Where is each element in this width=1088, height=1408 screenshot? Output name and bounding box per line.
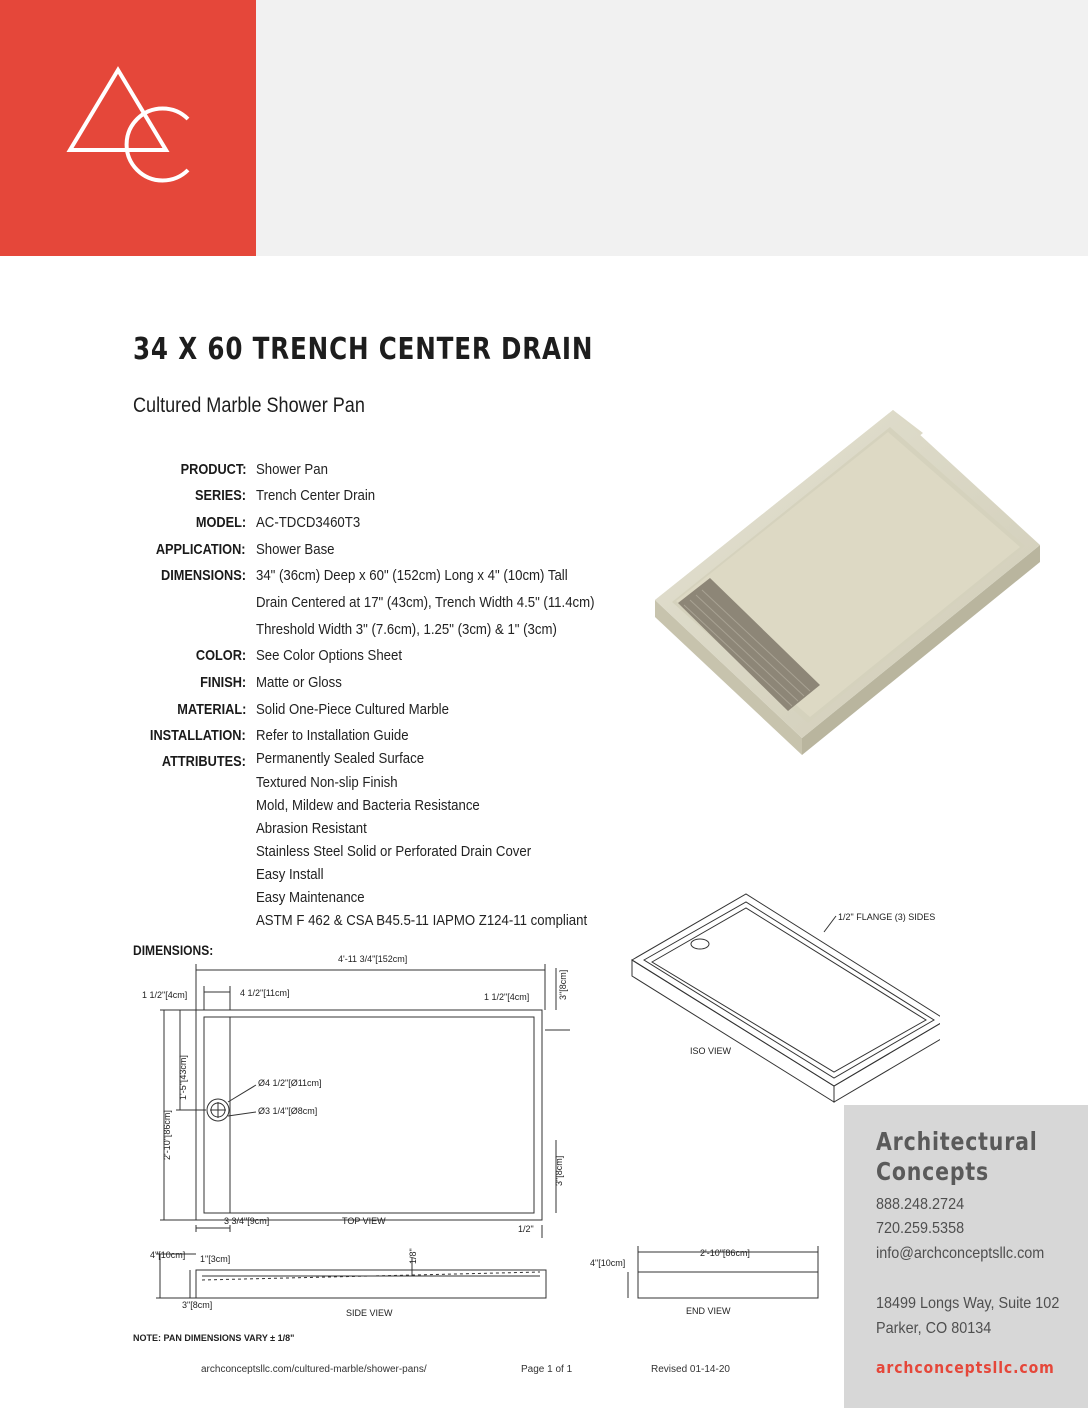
spec-label-model: MODEL:	[195, 514, 246, 531]
page-subtitle: Cultured Marble Shower Pan	[133, 394, 365, 417]
ac-logo-icon	[0, 0, 256, 256]
drain-inner-dim-label: Ø3 1/4"[Ø8cm]	[258, 1106, 318, 1116]
length-dim-label: 4'-11 3/4"[152cm]	[338, 954, 408, 964]
end-height-dim-label: 4"[10cm]	[590, 1258, 626, 1268]
spec-value-model: AC-TDCD3460T3	[256, 514, 361, 531]
attribute-item: ASTM F 462 & CSA B45.5-11 IAPMO Z124-11 compliant	[256, 912, 588, 929]
spec-value-color: See Color Options Sheet	[256, 647, 403, 664]
spec-value-application: Shower Base	[256, 541, 335, 558]
side-bottom-dim-label: 3"[8cm]	[182, 1300, 213, 1310]
attribute-item: Abrasion Resistant	[256, 820, 367, 837]
top-view-label: TOP VIEW	[342, 1216, 386, 1226]
footer-url[interactable]: archconceptsllc.com/cultured-marble/shower-pans/	[201, 1364, 427, 1375]
spec-value-installation: Refer to Installation Guide	[256, 727, 409, 744]
dimensions-heading: DIMENSIONS:	[133, 942, 214, 958]
end-view-label: END VIEW	[686, 1306, 731, 1316]
company-name-line: Concepts	[876, 1157, 990, 1186]
spec-label-dimensions: DIMENSIONS:	[160, 567, 246, 584]
attribute-item: Stainless Steel Solid or Perforated Drain Cover	[256, 843, 532, 860]
company-name-line: Architectural	[876, 1127, 1038, 1156]
end-view-outline	[638, 1272, 818, 1298]
side-slope-dim-label: 1/8"	[408, 1248, 418, 1264]
right-threshold-dim-label: 3"[8cm]	[554, 1155, 564, 1186]
top-threshold-dim-label: 3"[8cm]	[558, 969, 568, 1000]
product-photo	[640, 395, 1070, 760]
flange-label: 1/2" FLANGE (3) SIDES	[838, 912, 936, 922]
logo-block	[0, 0, 256, 256]
phone-primary[interactable]: 888.248.2724	[876, 1196, 965, 1213]
spec-label-product: PRODUCT:	[180, 461, 246, 478]
spec-label-finish: FINISH:	[199, 674, 246, 691]
side-view-label: SIDE VIEW	[346, 1308, 393, 1318]
attribute-item: Textured Non-slip Finish	[256, 774, 398, 791]
spec-value-finish: Matte or Gloss	[256, 674, 342, 691]
spec-label-series: SERIES:	[194, 487, 246, 504]
side-view-outline	[196, 1270, 546, 1298]
attribute-item: Easy Install	[256, 866, 324, 883]
flange-left-dim-label: 1 1/2"[4cm]	[142, 990, 188, 1000]
footer-page: Page 1 of 1	[521, 1364, 573, 1375]
spec-value-dimensions-line: Threshold Width 3" (7.6cm), 1.25" (3cm) & 1" (3cm)	[256, 621, 557, 638]
spec-label-color: COLOR:	[195, 647, 246, 664]
header-band	[256, 0, 1088, 256]
spec-value-product: Shower Pan	[256, 461, 328, 478]
company-name	[876, 1127, 1038, 1187]
side-height-dim-label: 4"[10cm]	[150, 1250, 186, 1260]
attribute-item: Permanently Sealed Surface	[256, 750, 425, 767]
spec-value-dimensions-line: Drain Centered at 17" (43cm), Trench Width 4.5" (11.4cm)	[256, 594, 595, 611]
attribute-item: Easy Maintenance	[256, 889, 365, 906]
email-link[interactable]: info@archconceptsllc.com	[876, 1245, 1045, 1262]
spec-label-material: MATERIAL:	[176, 701, 246, 718]
address-line: 18499 Longs Way, Suite 102	[876, 1295, 1060, 1312]
drain-center-dim-label: 1'-5"[43cm]	[178, 1055, 188, 1100]
iso-view-label: ISO VIEW	[690, 1046, 732, 1056]
address-line: Parker, CO 80134	[876, 1320, 992, 1337]
technical-drawing	[120, 880, 940, 1360]
dimension-note: NOTE: PAN DIMENSIONS VARY ± 1/8"	[133, 1333, 295, 1343]
bottom-right-dim-label: 1/2"	[518, 1224, 534, 1234]
side-top-dim-label: 1"[3cm]	[200, 1254, 231, 1264]
bottom-left-dim-label: 3 3/4"[9cm]	[224, 1216, 270, 1226]
spec-label-application: APPLICATION:	[156, 541, 246, 558]
contact-panel	[844, 1105, 1088, 1408]
attribute-item: Mold, Mildew and Bacteria Resistance	[256, 797, 480, 814]
drain-outer-dim-label: Ø4 1/2"[Ø11cm]	[258, 1078, 322, 1088]
top-view-outline	[196, 1010, 542, 1220]
footer-revised: Revised 01-14-20	[651, 1364, 730, 1375]
end-width-dim-label: 2'-10"[86cm]	[700, 1248, 750, 1258]
spec-label-installation: INSTALLATION:	[150, 727, 246, 744]
spec-label-attributes: ATTRIBUTES:	[161, 753, 246, 770]
spec-value-material: Solid One-Piece Cultured Marble	[256, 701, 449, 718]
website-link[interactable]: archconceptsllc.com	[876, 1358, 1055, 1377]
spec-value-dimensions-line: 34" (36cm) Deep x 60" (152cm) Long x 4" (10cm) Tall	[256, 567, 568, 584]
flange-right-dim-label: 1 1/2"[4cm]	[484, 992, 530, 1002]
iso-view-outline	[632, 894, 940, 1086]
page-title: 34 X 60 TRENCH CENTER DRAIN	[133, 332, 594, 367]
trench-dim-label: 4 1/2"[11cm]	[240, 988, 290, 998]
spec-value-series: Trench Center Drain	[256, 487, 376, 504]
phone-secondary[interactable]: 720.259.5358	[876, 1220, 965, 1237]
width-dim-label: 2'-10"[86cm]	[162, 1110, 172, 1160]
